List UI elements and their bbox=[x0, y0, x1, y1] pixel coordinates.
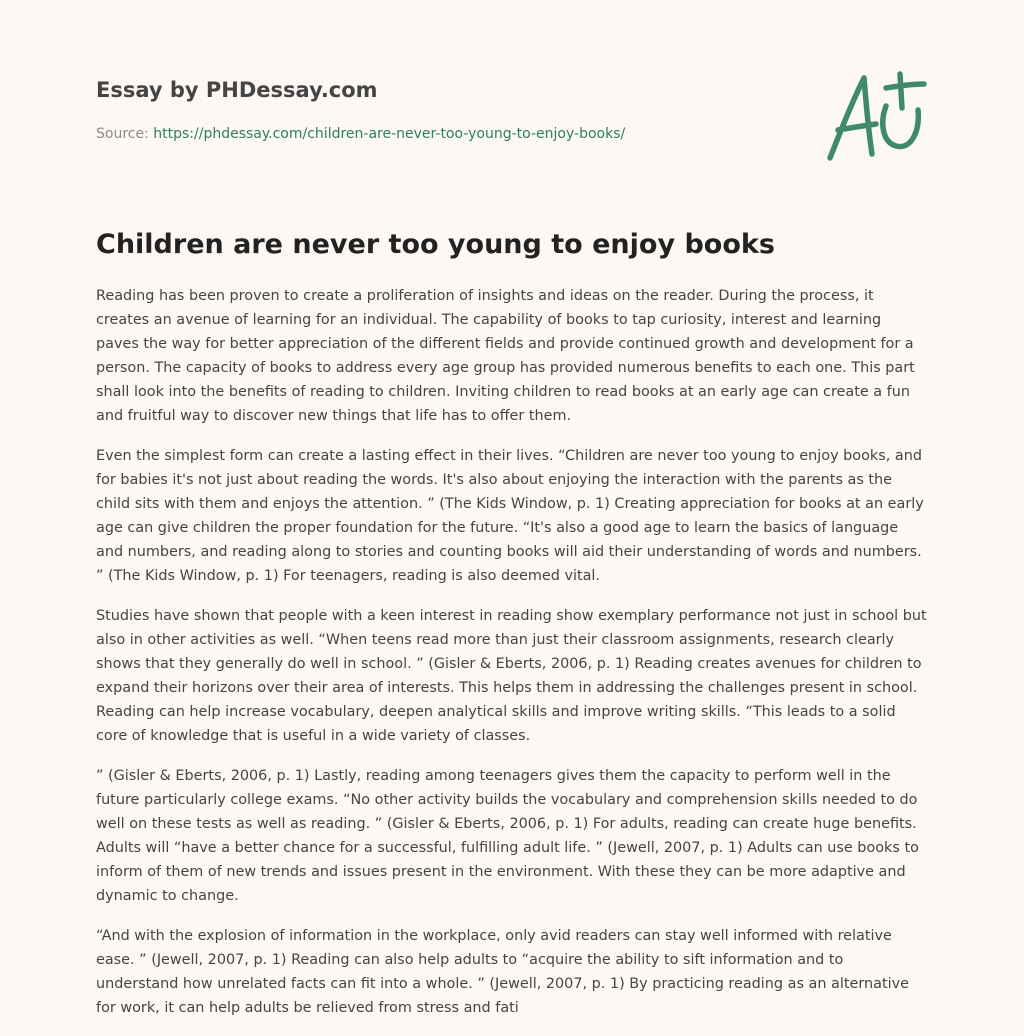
source-label: Source: bbox=[96, 126, 154, 142]
site-title: Essay by PHDessay.com bbox=[96, 78, 378, 102]
source-link[interactable]: https://phdessay.com/children-are-never-too-young-to-enjoy-books/ bbox=[153, 126, 626, 142]
essay-paragraph: “And with the explosion of information in the workplace, only avid readers can stay well informed with relative ease. ” (Jewell, 2007, p. 1) Reading can also help adults to “acquire the ability to sift information and to understand how unrelated facts can fit into a whole. ” (Jewell, 2007, p. 1) By practicing reading as an alternative for work, it can help adults be relieved from stress and fati bbox=[96, 928, 909, 1016]
essay-paragraph: Reading has been proven to create a proliferation of insights and ideas on the reader. During the process, it creates an avenue of learning for an individual. The capability of books to tap curiosity, interest and learning paves the way for better appreciation of the different fields and provide continued growth and development for a person. The capacity of books to address every age group has provided numerous benefits to each one. This part shall look into the benefits of reading to children. Inviting children to read books at an early age can create a fun and fruitful way to discover new things that life has to offer them. bbox=[96, 288, 915, 424]
essay-paragraph: Even the simplest form can create a lasting effect in their lives. “Children are never too young to enjoy books, and for babies it's not just about reading the words. It's also about enjoying the interaction with the parents as the child sits with them and enjoys the attention. ” (The Kids Window, p. 1) Creating appreciation for books at an early age can give children the proper foundation for the future. “It's also a good age to learn the basics of language and numbers, and reading along to stories and counting books will aid their understanding of words and numbers. ” (The Kids Window, p. 1) For teenagers, reading is also deemed vital. bbox=[96, 448, 924, 584]
essay-paragraph: Studies have shown that people with a keen interest in reading show exemplary performance not just in school but also in other activities as well. “When teens read more than just their classroom assignments, research clearly shows that they generally do well in school. ” (Gisler & Eberts, 2006, p. 1) Reading creates avenues for children to expand their horizons over their area of interests. This helps them in addressing the challenges present in school. Reading can help increase vocabulary, deepen analytical skills and improve writing skills. “This leads to a solid core of knowledge that is useful in a wide variety of classes. bbox=[96, 608, 927, 744]
essay-title: Children are never too young to enjoy books bbox=[96, 229, 775, 260]
essay-paragraph: ” (Gisler & Eberts, 2006, p. 1) Lastly, reading among teenagers gives them the capacity to perform well in the future particularly college exams. “No other activity builds the vocabulary and comprehension skills needed to do well on these tests as well as reading. ” (Gisler & Eberts, 2006, p. 1) For adults, reading can create huge benefits. Adults will “have a better chance for a successful, fulfilling adult life. ” (Jewell, 2007, p. 1) Adults can use books to inform of them of new trends and issues present in the environment. With these they can be more adaptive and dynamic to change. bbox=[96, 768, 919, 904]
essay-header bbox=[96, 76, 696, 144]
a-plus-grade-icon bbox=[820, 66, 930, 166]
essay-body bbox=[96, 284, 928, 1036]
source-line bbox=[96, 124, 696, 144]
